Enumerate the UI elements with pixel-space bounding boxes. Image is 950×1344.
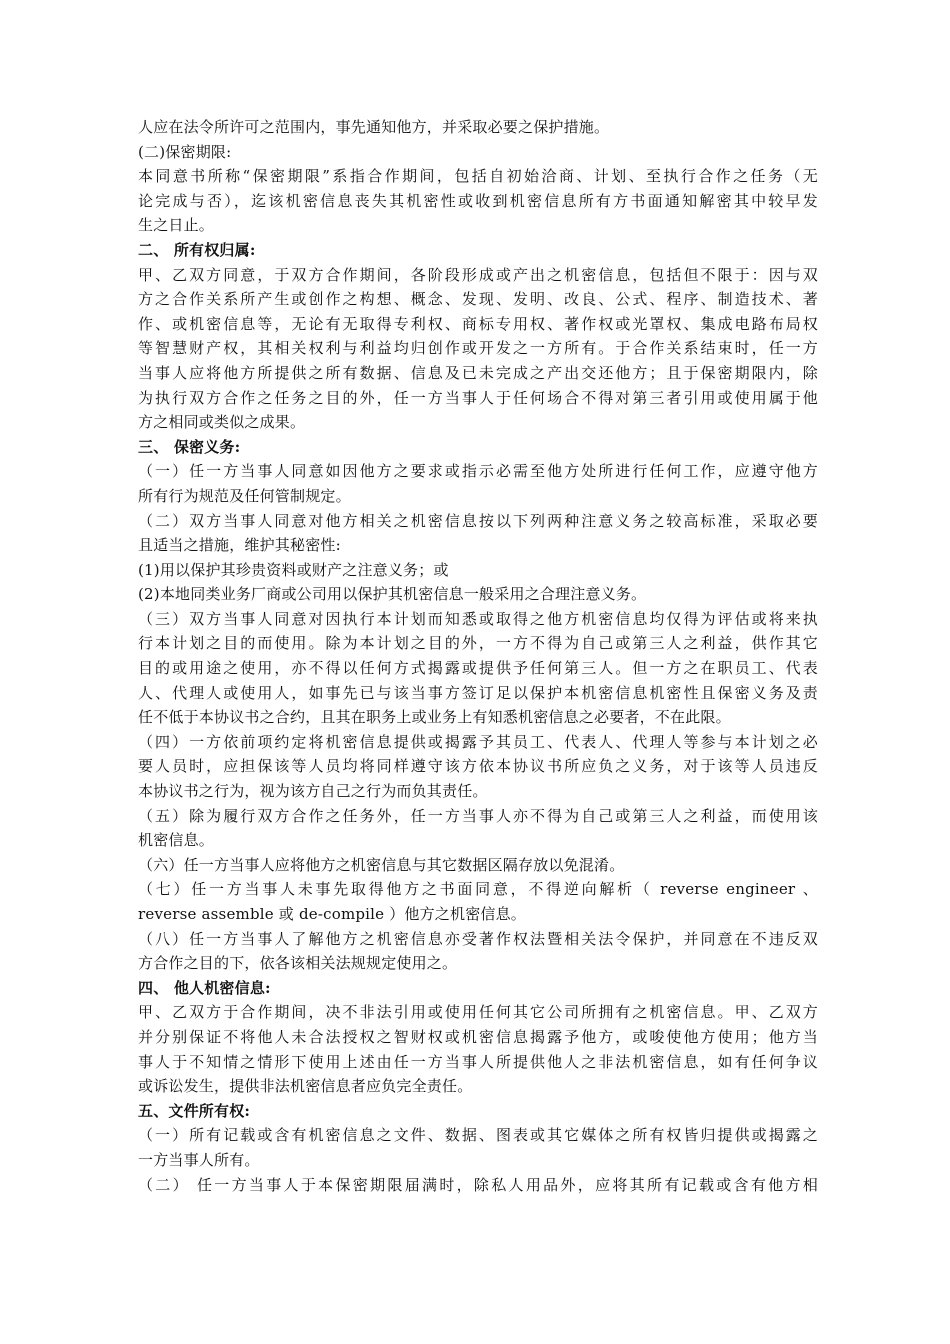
text-line: reverse assemble 或 de-compile ）他方之机密信息。 [138,905,527,923]
text-line: 甲、乙双方于合作期间，决不非法引用或使用任何其它公司所拥有之机密信息。甲、乙双方 [138,1003,818,1022]
text-line: 本协议书之行为，视为该方自己之行为而负其责任。 [138,782,488,801]
text-line: 生之日止。 [138,216,215,235]
text-line: 或诉讼发生，提供非法机密信息者应负完全责任。 [138,1077,473,1096]
section-heading: 四、 他人机密信息: [138,978,271,997]
text-line: 人应在法令所许可之范围内，事先通知他方，并采取必要之保护措施。 [138,118,610,136]
text-line: （六）任一方当事人应将他方之机密信息与其它数据区隔存放以免混淆。 [138,855,625,874]
text-line: 人、代理人或使用人，如事先已与该当事方签订足以保护本机密信息机密性且保密义务及责 [138,683,818,702]
text-line: （七）任一方当事人未事先取得他方之书面同意，不得逆向解析（ reverse engineer 、 [138,880,818,899]
text-line: 甲、乙双方同意，于双方合作期间，各阶段形成或产出之机密信息，包括但不限于：因与双 [138,265,818,284]
text-line: 等智慧财产权，其相关权利与利益均归创作或开发之一方所有。于合作关系结束时，任一方 [138,339,818,358]
text-line: 且适当之措施，维护其秘密性: [138,536,341,555]
subsection-heading: (二)保密期限: [138,142,232,161]
text-line: 方合作之目的下，依各该相关法规规定使用之。 [138,954,458,973]
text-line: 本同意书所称“保密期限”系指合作期间，包括自初始洽商、计划、至执行合作之任务（无 [138,167,818,186]
text-line: (2)本地同类业务厂商或公司用以保护其机密信息一般采用之合理注意义务。 [138,585,647,604]
text-line: 方之相同或类似之成果。 [138,413,306,432]
text-line: （三）双方当事人同意对因执行本计划而知悉或取得之他方机密信息均仅得为评估或将来执 [138,609,818,628]
text-line: （二） 任一方当事人于本保密期限届满时，除私人用品外，应将其所有记载或含有他方相 [138,1175,818,1194]
text-line: 并分别保证不将他人未合法授权之智财权或机密信息揭露予他方，或唆使他方使用；他方当 [138,1027,818,1046]
text-line: 当事人应将他方所提供之所有数据、信息及已未完成之产出交还他方；且于保密期限内，除 [138,363,818,382]
text-line: 论完成与否），迄该机密信息丧失其机密性或收到机密信息所有方书面通知解密其中较早发 [138,191,818,210]
text-line: （一）所有记载或含有机密信息之文件、数据、图表或其它媒体之所有权皆归提供或揭露之 [138,1126,818,1145]
text-line: （八）任一方当事人了解他方之机密信息亦受著作权法暨相关法令保护，并同意在不违反双 [138,929,818,948]
text-line: 行本计划之目的而使用。除为本计划之目的外，一方不得为自己或第三人之利益，供作其它 [138,634,818,653]
section-heading: 二、 所有权归属: [138,240,256,259]
text-line: 机密信息。 [138,831,215,850]
text-line: （四）一方依前项约定将机密信息提供或揭露予其员工、代表人、代理人等参与本计划之必 [138,732,818,751]
text-line: 一方当事人所有。 [138,1150,260,1169]
text-line: 事人于不知情之情形下使用上述由任一方当事人所提供他人之非法机密信息，如有任何争议 [138,1052,818,1071]
text-line: 要人员时，应担保该等人员均将同样遵守该方依本协议书所应负之义务，对于该等人员违反 [138,757,818,776]
section-heading: 三、 保密义务: [138,437,241,456]
section-heading: 五、文件所有权: [138,1101,251,1120]
text-line: (1)用以保护其珍贵资料或财产之注意义务；或 [138,560,449,579]
text-line: 作、或机密信息等，无论有无取得专利权、商标专用权、著作权或光罩权、集成电路布局权 [138,314,818,333]
text-line: 所有行为规范及任何管制规定。 [138,486,351,505]
text-line: （二）双方当事人同意对他方相关之机密信息按以下列两种注意义务之较高标准，采取必要 [138,511,818,530]
document-page [138,115,818,1197]
text-line: 任不低于本协议书之合约，且其在职务上或业务上有知悉机密信息之必要者，不在此限。 [138,708,731,727]
text-line: （一）任一方当事人同意如因他方之要求或指示必需至他方处所进行任何工作，应遵守他方 [138,462,818,481]
text-line: （五）除为履行双方合作之任务外，任一方当事人亦不得为自己或第三人之利益，而使用该 [138,806,818,825]
text-line: 为执行双方合作之任务之目的外，任一方当事人于任何场合不得对第三者引用或使用属于他 [138,388,818,407]
text-line: 方之合作关系所产生或创作之构想、概念、发现、发明、改良、公式、程序、制造技术、著 [138,290,818,309]
text-line: 目的或用途之使用，亦不得以任何方式揭露或提供予任何第三人。但一方之在职员工、代表 [138,659,818,678]
